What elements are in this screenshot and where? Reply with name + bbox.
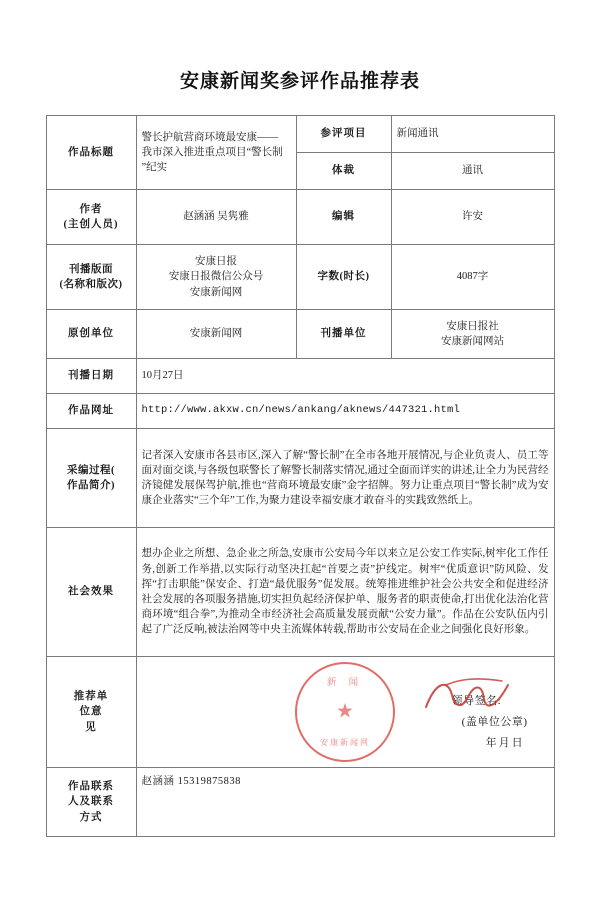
publish-unit-value — [391, 310, 554, 359]
publish-layout-line-2: 安康日报微信公众号 — [168, 271, 264, 283]
date-label: 年月日 — [485, 736, 525, 749]
table-row — [46, 657, 554, 768]
recommendation-label-line-2: 位意 — [79, 706, 103, 718]
document-page — [0, 66, 600, 914]
contact-value: 赵涵涵 15319875838 — [136, 768, 554, 837]
publish-layout-label-line-1: 刊播版面 — [69, 263, 113, 275]
author-label-line-1: 作者 — [79, 203, 103, 215]
work-title-line-3: ”纪实 — [141, 162, 168, 174]
publish-layout-line-3: 安康新闻网 — [189, 286, 243, 298]
seal-label: (盖单位公章) — [461, 715, 528, 728]
genre-value: 通讯 — [391, 153, 554, 190]
publish-layout-label — [46, 245, 136, 310]
word-count-label: 字数(时长) — [296, 245, 391, 310]
publish-unit-line-1: 安康日报社 — [446, 320, 499, 332]
table-row — [46, 359, 554, 394]
table-row — [46, 116, 554, 153]
publish-unit-line-2: 安康新闻网站 — [441, 336, 504, 347]
word-count-value: 4087字 — [391, 245, 554, 310]
original-unit-value: 安康新闻网 — [136, 310, 296, 359]
review-item-label: 参评项目 — [296, 116, 391, 153]
table-row — [46, 190, 554, 245]
editor-value: 许安 — [391, 190, 554, 245]
table-row — [46, 310, 554, 359]
recommendation-label-line-3: 见 — [85, 721, 97, 733]
recommendation-label-line-1: 推荐单 — [73, 691, 109, 703]
editor-label: 编辑 — [296, 190, 391, 245]
recommendation-value — [136, 657, 554, 768]
table-row — [46, 394, 554, 429]
genre-label: 体裁 — [296, 153, 391, 190]
author-label — [46, 190, 136, 245]
work-url-label: 作品网址 — [46, 394, 136, 429]
seal-bottom-text: 安康新闻网 — [320, 738, 370, 748]
publish-layout-value — [136, 245, 296, 310]
contact-label-line-1: 作品联系 — [68, 781, 114, 793]
page-title: 安康新闻奖参评作品推荐表 — [179, 71, 420, 92]
author-value: 赵涵涵 吴隽雅 — [136, 190, 296, 245]
seal-top-text: 新 闻 — [326, 678, 364, 688]
publish-date-label: 刊播日期 — [46, 359, 136, 394]
process-label-line-1: 采编过程( — [67, 464, 115, 476]
official-seal — [295, 662, 395, 762]
original-unit-label: 原创单位 — [46, 310, 136, 359]
recommendation-form-table — [46, 115, 555, 837]
process-label — [46, 429, 136, 528]
leader-sign-label: 领导签名: — [451, 695, 502, 707]
table-row — [46, 429, 554, 528]
review-item-value: 新闻通讯 — [391, 116, 554, 153]
social-effect-value: 想办企业之所想、急企业之所急,安康市公安局今年以来立足公安工作实际,树牢化工作任务,创新工作举措,以实际行动坚决扛起“首要之责”护线定。树牢“优质意识”防风险、发挥“打击职能”保安企、打造“最优服务”促发展。统筹推进维护社会公共安全和促进经济社会发展的各项服务措施,切实担负起经济保护单、服务者的职责使命,打出优化法治化营商环境“组合拳”,为推动全市经济社会高质量发展贡献“公安力量”。作品在公安队伍内引起了广泛反响,被法治网等中央主流媒体转载,帮助市公安局在企业之间强化良好形象。 — [136, 528, 554, 657]
table-row — [46, 528, 554, 657]
publish-layout-label-line-2: (名称和版次) — [59, 279, 123, 290]
social-effect-label: 社会效果 — [46, 528, 136, 657]
publish-date-value: 10月27日 — [136, 359, 554, 394]
publish-unit-label: 刊播单位 — [296, 310, 391, 359]
work-title-value — [136, 116, 296, 190]
work-title-line-1: 警长护航营商环境最安康—— — [141, 131, 278, 143]
work-title-label: 作品标题 — [46, 116, 136, 190]
publish-layout-line-1: 安康日报 — [195, 256, 237, 268]
work-title-line-2: 我市深入推进重点项目“警长制 — [141, 146, 283, 158]
work-url-value[interactable]: http://www.akxw.cn/news/ankang/aknews/447321.html — [136, 394, 554, 429]
table-row — [46, 245, 554, 310]
signature-block — [452, 691, 528, 754]
author-label-line-2: (主创人员) — [63, 219, 119, 230]
contact-label — [46, 768, 136, 837]
recommendation-label — [46, 657, 136, 768]
contact-label-line-3: 方式 — [79, 811, 103, 823]
process-value: 记者深入安康市各县市区,深入了解“警长制”在全市各地开展情况,与企业负责人、员工等面对面交谈,与各级包联警长了解警长制落实情况,通过全面而详实的讲述,让全力为民营经济镜健发展保驾护航,推也“营商环境最安康”金字招牌。努力让重点项目“警长制”成为安康企业落实“三个年”工作,为聚力建设幸福安康才敢奋斗的实践致然纸上。 — [136, 429, 554, 528]
seal-star-icon: ★ — [336, 700, 354, 723]
table-row — [46, 768, 554, 837]
contact-label-line-2: 人及联系 — [68, 796, 114, 808]
process-label-line-2: 作品简介) — [67, 480, 115, 491]
